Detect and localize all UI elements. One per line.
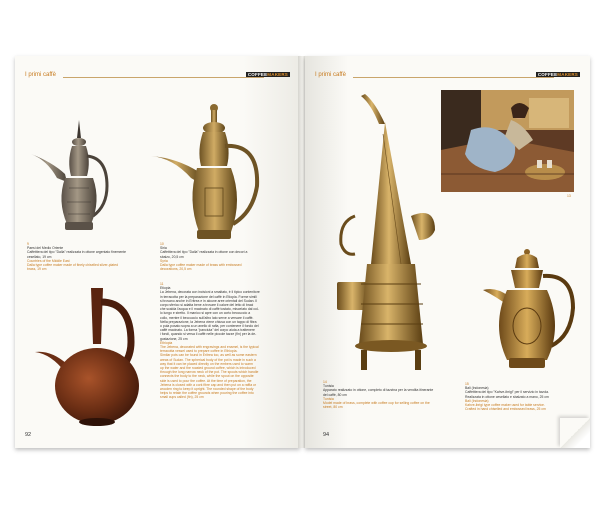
page-header-right (315, 72, 580, 82)
caption-9: 9 Paesi del Medio Oriente Caffettiera del tipo "Dalla" realizzata in ottone argentato finemente cesellato, 19 cm Countries of the Middle East Dalla type coffee maker made of finely chiselled silver-plated brass, 19 cm (27, 242, 127, 272)
page-number-left: 92 (25, 432, 32, 438)
dallah-photo-2 (147, 100, 267, 245)
orientalist-painting (441, 90, 574, 192)
header-rule-right (353, 77, 554, 78)
section-title: I primi caffè (25, 72, 56, 78)
coffee-makers-logo: COFFEEMAKERS (247, 72, 288, 77)
caption-11: 11 Etiopia La Jebena, decorata con incisioni a smaltato, è il tipico contenitore in terracotta per la preparazione del caffè in Etiopia. Forme simili si trovano anche in Eritrea e in alcune aree orientali del Sudan. Il corpo sferico si adatta bene a trovare il calore del letto di braci che scalda l'acqua e il macinato di caffè tostato, miscelato dal col- lo lungo e stretto. Il manico si apre con un corto beccuccio a collo, mentre il beccuccio sull'altro lato serve a versare il caffè. Nella preparazione, la Jebena viene chiusa con un tappo di fibra o pula posato sopra a un anello di rafia, per contenere il fondo del caffè macinato. La forma "panciuta" del corpo aiuta a trattenere i fondi, quando si versa il caffè nelle piccole tazze (fin) per la de- gustazione, 25 cm Ethiopia The Jebena, decorated with engravings and enamel, is the typical terracotta vessel used to prepare coffee in Ethiopia. Similar pots can be found in Eritrea too, as well as some eastern areas of Sudan. The spherical body of the pot is made in such a way that it can be placed directly on the embers used to warm up the water and the roasted ground coffee, which is introduced through the long narrow neck of the pot. The spouts which handle connects the body to the neck, while the spout on the opposite side is used to pour the coffee. At the time of preparation, the Jebena is closed with a cork fibre cap and then put on a raffia or wooden ring to keep it upright. The rounded shape of the body helps to retain the coffee grounds when pouring the coffee into small cups called (fin), 25 cm (160, 282, 260, 400)
caption-15: 15 Bali (Indonesia) Caffettiera del tipo "Kahve-ibrigi" per il servizio in tavola. Realizzata in ottone cesellato e sbalzato a mano, 25 cm Bali (Indonesia) Kahve-ibrigi type coffee maker used for table service. Crafted in hand chiselled and embossed brass, 25 cm (465, 382, 549, 412)
section-title-right: I primi caffè (315, 72, 346, 78)
page-number-right: 94 (323, 432, 330, 438)
caption-10: 10 Siria Caffettiera del tipo "Dalla" realizzata in ottone con decori a sbalzo, 20,5 cm Syria Dalla type coffee maker made of brass with embossed decorations, 20,5 cm (160, 242, 248, 272)
right-page (305, 56, 590, 448)
left-page (15, 56, 300, 448)
header-rule (63, 77, 264, 78)
coffee-makers-logo-right: COFFEEMAKERS (537, 72, 578, 77)
kahve-ibrigi-photo (477, 246, 581, 380)
caption-14: 14 Tunisia Apparato realizzato in ottone, completo di tazzina per la vendita itinerante del caffè, 80 cm Tunisia Model made of brass, complete with coffee cup for selling coffee on the street, 80 cm (323, 380, 434, 410)
page-header (25, 72, 290, 82)
page-curl[interactable] (560, 418, 590, 448)
jebena-photo (31, 282, 143, 430)
dallah-photo-1 (27, 116, 115, 246)
magazine-spread (15, 56, 590, 448)
caption-13-number: 13 (567, 194, 571, 198)
tunisian-coffee-apparatus-photo (331, 94, 443, 374)
